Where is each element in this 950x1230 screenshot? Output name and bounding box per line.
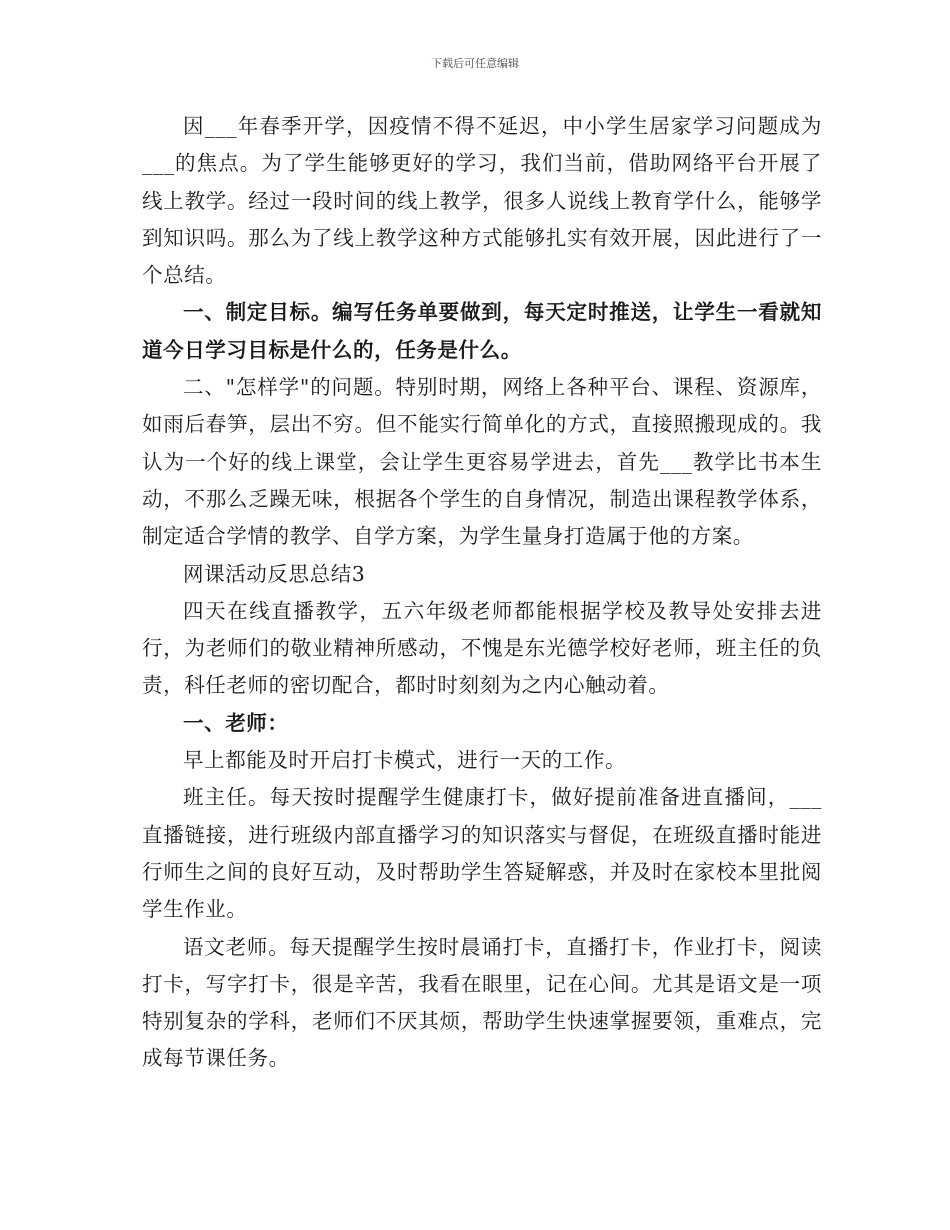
chinese-teacher-paragraph: 语文老师。每天提醒学生按时晨诵打卡，直播打卡，作业打卡，阅读打卡，写字打卡，很是辛苦，我看在眼里，记在心间。尤其是语文是一项特别复杂的学科，老师们不厌其烦，帮助学生快速掌握要领，重难点，完成每节课任务。 [142,934,822,1071]
intro-paragraph: 因___年春季开学，因疫情不得不延迟，中小学生居家学习问题成为___的焦点。为了学生能够更好的学习，我们当前，借助网络平台开展了线上教学。经过一段时间的线上教学，很多人说线上教育学什么，能够学到知识吗。那么为了线上教学这种方式能够扎实有效开展，因此进行了一个总结。 [142,114,822,288]
section-intro-paragraph: 四天在线直播教学，五六年级老师都能根据学校及教导处安排去进行，为老师们的敬业精神所感动，不愧是东光德学校好老师，班主任的负责，科任老师的密切配合，都时时刻刻为之内心触动着。 [142,598,822,698]
point-one-goal: 一、制定目标。编写任务单要做到，每天定时推送，让学生一看就知道今日学习目标是什么的，任务是什么。 [142,300,822,362]
section-title: 网课活动反思总结3 [183,561,366,586]
point-two-how-to-learn: 二、"怎样学"的问题。特别时期，网络上各种平台、课程、资源库，如雨后春笋，层出不穷。但不能实行简单化的方式，直接照搬现成的。我认为一个好的线上课堂，会让学生更容易学进去，首先___教学比书本生动，不那么乏躁无味，根据各个学生的自身情况，制造出课程教学体系，制定适合学情的教学、自学方案，为学生量身打造属于他的方案。 [142,375,822,549]
morning-checkin-paragraph: 早上都能及时开启打卡模式，进行一天的工作。 [183,748,627,773]
page-header: 下载后可任意编辑 [431,57,519,70]
document-body [142,108,822,1078]
head-teacher-paragraph: 班主任。每天按时提醒学生健康打卡，做好提前准备进直播间，___直播链接，进行班级内部直播学习的知识落实与督促，在班级直播时能进行师生之间的良好互动，及时帮助学生答疑解惑，并及时在家校本里批阅学生作业。 [142,785,822,922]
teachers-heading: 一、老师： [183,710,289,735]
